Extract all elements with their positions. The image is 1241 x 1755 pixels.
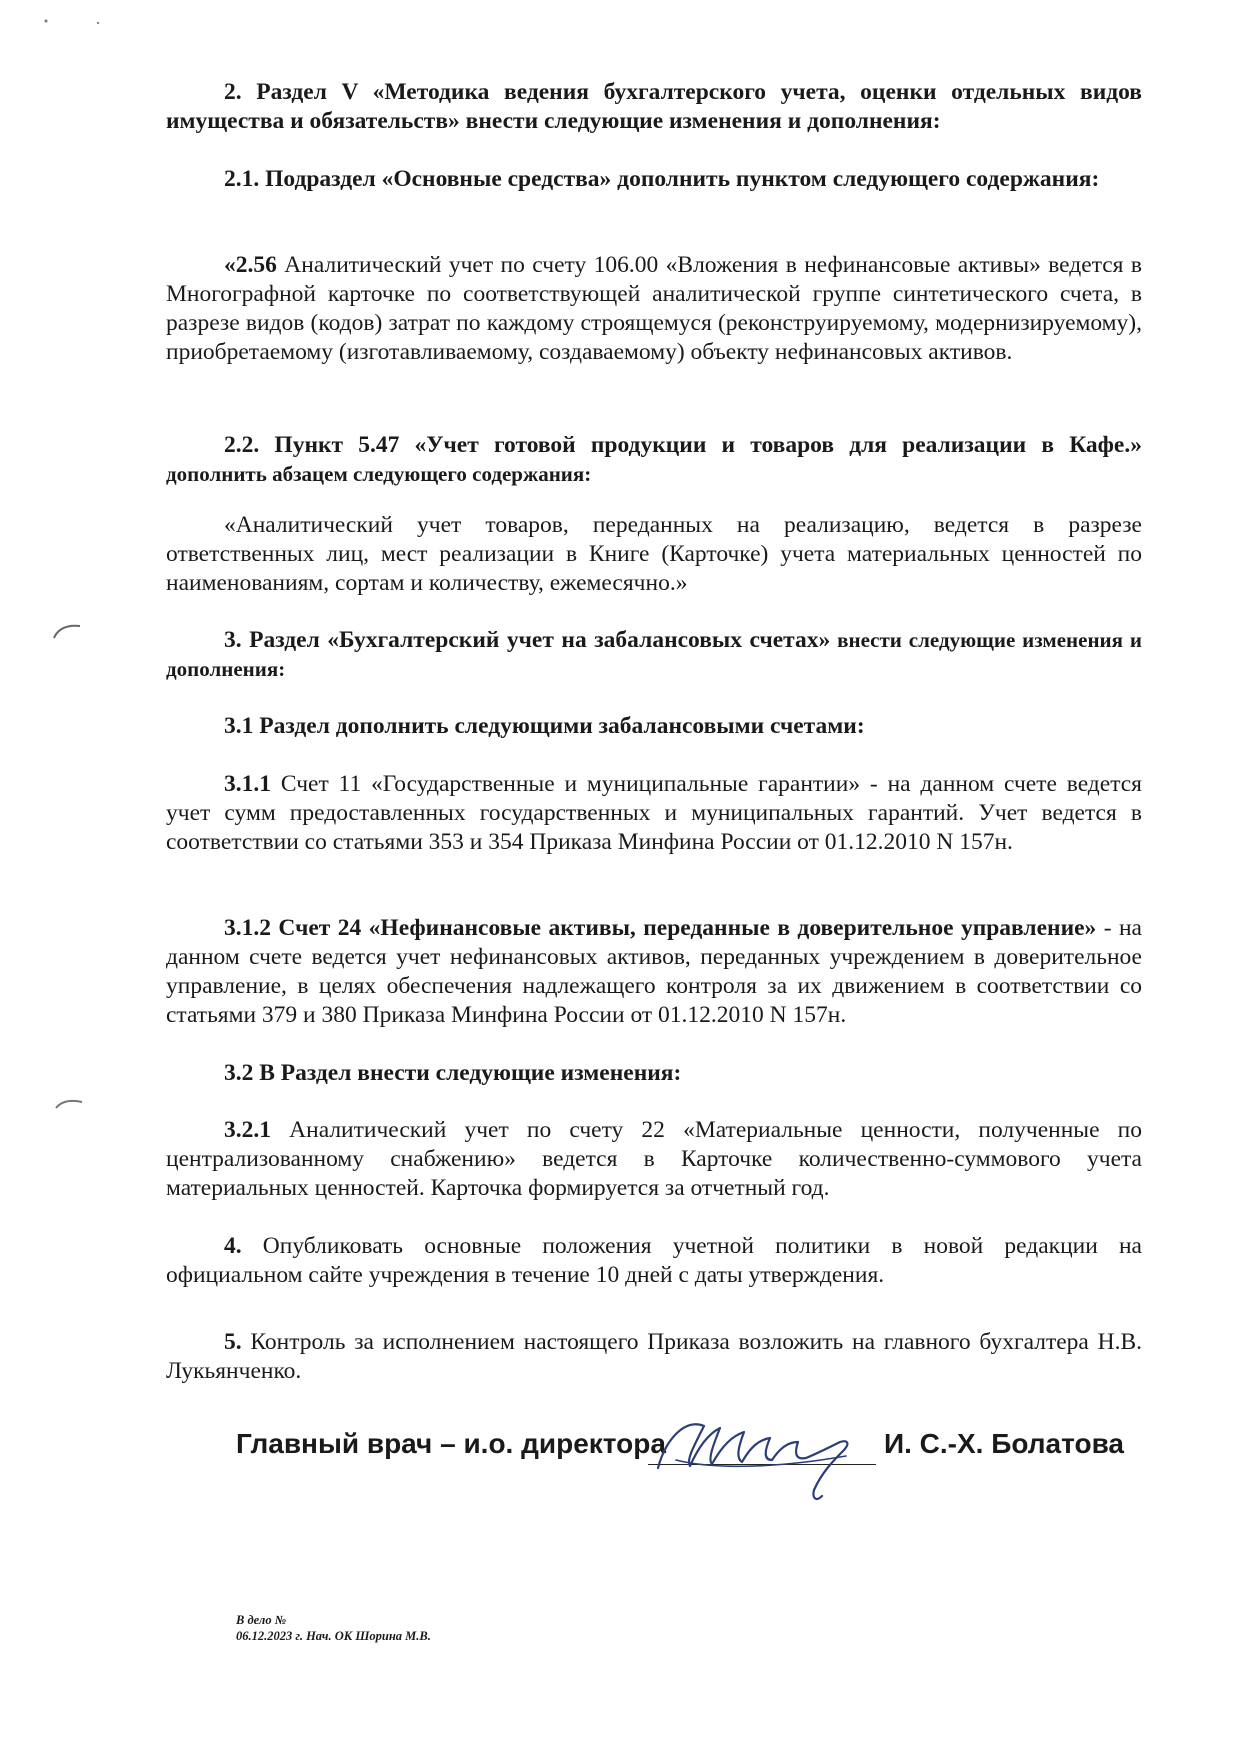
paragraph-4-number: 4. xyxy=(224,1233,242,1259)
subsection-2-2-heading xyxy=(166,431,1142,489)
paragraph-3-1-1-text: Счет 11 «Государственные и муниципальные гарантии» - на данном счете ведется учет сумм предоставленных государственных и муниципальных гарантий. Учет ведется в соответствии со статьями 353 и 354 Приказа Минфина России от 01.12.2010 N 157н. xyxy=(166,771,1142,855)
paragraph-3-1-2 xyxy=(166,914,1142,1030)
paragraph-2-56 xyxy=(166,251,1142,367)
scan-mark-left-1 xyxy=(50,618,90,642)
subsection-3-1-heading: 3.1 Раздел дополнить следующими забалансовыми счетами: xyxy=(224,713,865,739)
subsection-2-2-heading-tail: дополнить абзацем следующего содержания: xyxy=(166,462,592,486)
paragraph-2-56-text: Аналитический учет по счету 106.00 «Вложения в нефинансовые активы» ведется в Многографной карточке по соответствующей аналитической группе синтетического счета, в разрезе видов (кодов) затрат по каждому строящемуся (реконструируемому, модернизируемому), приобретаемому (изготавливаемому, создаваемому) объекту нефинансовых активов. xyxy=(166,252,1142,365)
paragraph-5-number: 5. xyxy=(224,1329,242,1355)
filing-note xyxy=(236,1612,431,1644)
filing-note-line-2: 06.12.2023 г. Нач. ОК Шорина М.В. xyxy=(236,1629,431,1643)
subsection-2-1-heading: 2.1. Подраздел «Основные средства» дополнить пунктом следующего содержания: xyxy=(224,166,1100,192)
section-3-heading-main: 3. Раздел «Бухгалтерский учет на забалансовых счетах» xyxy=(224,627,831,653)
paragraph-3-1-2-title: 3.1.2 Счет 24 «Нефинансовые активы, переданные в доверительное управление» xyxy=(224,915,1097,941)
paragraph-5-text: Контроль за исполнением настоящего Приказа возложить на главного бухгалтера Н.В. Лукьянченко. xyxy=(166,1329,1142,1384)
paragraph-3-2-1-number: 3.2.1 xyxy=(224,1117,271,1143)
handwritten-signature xyxy=(646,1398,876,1508)
paragraph-2-56-number: «2.56 xyxy=(224,252,277,278)
scan-speck-top xyxy=(40,14,110,28)
signatory-name: И. С.-Х. Болатова xyxy=(884,1428,1124,1459)
paragraph-3-1-1 xyxy=(166,770,1142,857)
paragraph-3-2-1 xyxy=(166,1116,1142,1203)
section-3-heading-tail: внести следующие изменения и дополнения: xyxy=(166,628,1143,681)
signature-block xyxy=(236,1428,1136,1488)
paragraph-3-2-1-text: Аналитический учет по счету 22 «Материальные ценности, полученные по централизованному снабжению» ведется в Карточке количественно-суммового учета материальных ценностей. Карточка формируется за отчетный год. xyxy=(166,1117,1142,1201)
section-3-heading xyxy=(166,626,1142,684)
paragraph-4 xyxy=(166,1232,1142,1290)
subsection-2-2-heading-main: 2.2. Пункт 5.47 «Учет готовой продукции и товаров для реализации в Кафе.» xyxy=(224,432,1142,458)
paragraph-2-2-text: «Аналитический учет товаров, переданных на реализацию, ведется в разрезе ответственных лиц, мест реализации в Книге (Карточке) учета материальных ценностей по наименованиям, сортам и количеству, ежемесячно.» xyxy=(166,512,1142,596)
paragraph-4-text: Опубликовать основные положения учетной политики в новой редакции на официальном сайте учреждения в течение 10 дней с даты утверждения. xyxy=(166,1233,1142,1288)
paragraph-3-1-2-text: - на данном счете ведется учет нефинансовых активов, переданных учреждением в доверительное управление, в целях обеспечения надлежащего контроля за их движением в соответствии со статьями 379 и 380 Приказа Минфина России от 01.12.2010 N 157н. xyxy=(166,915,1142,1028)
paragraph-5 xyxy=(166,1328,1142,1386)
scan-mark-left-2 xyxy=(52,1092,88,1112)
section-2-heading: 2. Раздел V «Методика ведения бухгалтерского учета, оценки отдельных видов имущества и обязательств» внести следующие изменения и дополнения: xyxy=(166,79,1142,134)
filing-note-line-1: В дело № xyxy=(236,1613,287,1627)
subsection-3-2-heading: 3.2 В Раздел внести следующие изменения: xyxy=(224,1060,682,1086)
paragraph-3-1-1-number: 3.1.1 xyxy=(224,771,271,797)
signatory-title: Главный врач – и.о. директора xyxy=(236,1428,666,1459)
